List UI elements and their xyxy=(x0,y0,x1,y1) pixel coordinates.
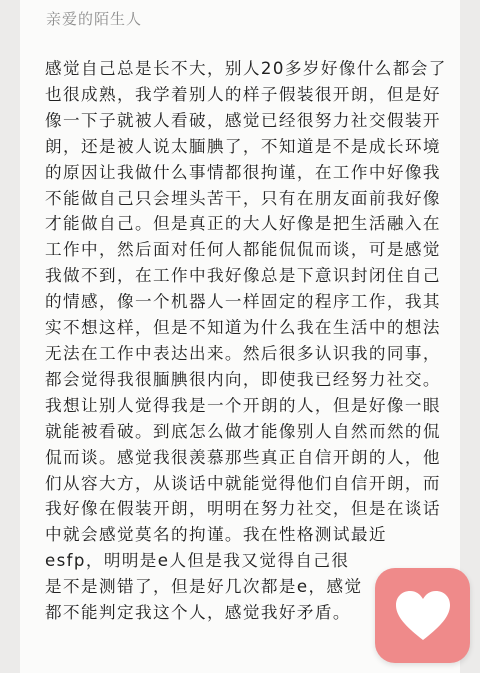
post-body: 感觉自己总是长不大，别人20多岁好像什么都会了也很成熟，我学着别人的样子假装很开朗，但是好像一下子就被人看破，感觉已经很努力社交假装开朗，还是被人说太腼腆了，不知道是不是成长环境的原因让我做什么事情都很拘谨，在工作中好像我不能做自己只会埋头苦干，只有在朋友面前我好像才能做自己。但是真正的大人好像是把生活融入在工作中，然后面对任何人都能侃侃而谈，可是感觉我做不到，在工作中我好像总是下意识封闭住自己的情感，像一个机器人一样固定的程序工作，我其实不想这样，但是不知道为什么我在生活中的想法无法在工作中表达出来。然后很多认识我的同事，都会觉得我很腼腆很内向，即使我已经努力社交。我想让别人觉得我是一个开朗的人，但是好像一眼就能被看破。到底怎么做才能像别人自然而然的侃侃而谈。感觉我很羡慕那些真正自信开朗的人，他们从容大方，从谈话中就能觉得他们自信开朗，而我好像在假装开朗，明明在努力社交，但是在谈话中就会感觉莫名的拘谨。我在性格测试最近 esfp，明明是e人但是我又觉得自己很 是不是测错了，但是好几次都是e，感觉 都不能判定我这个人，感觉我好矛盾。 xyxy=(45,59,447,623)
like-button[interactable] xyxy=(375,568,470,663)
page-title: 亲爱的陌生人 xyxy=(46,10,143,28)
heart-icon xyxy=(393,588,453,644)
